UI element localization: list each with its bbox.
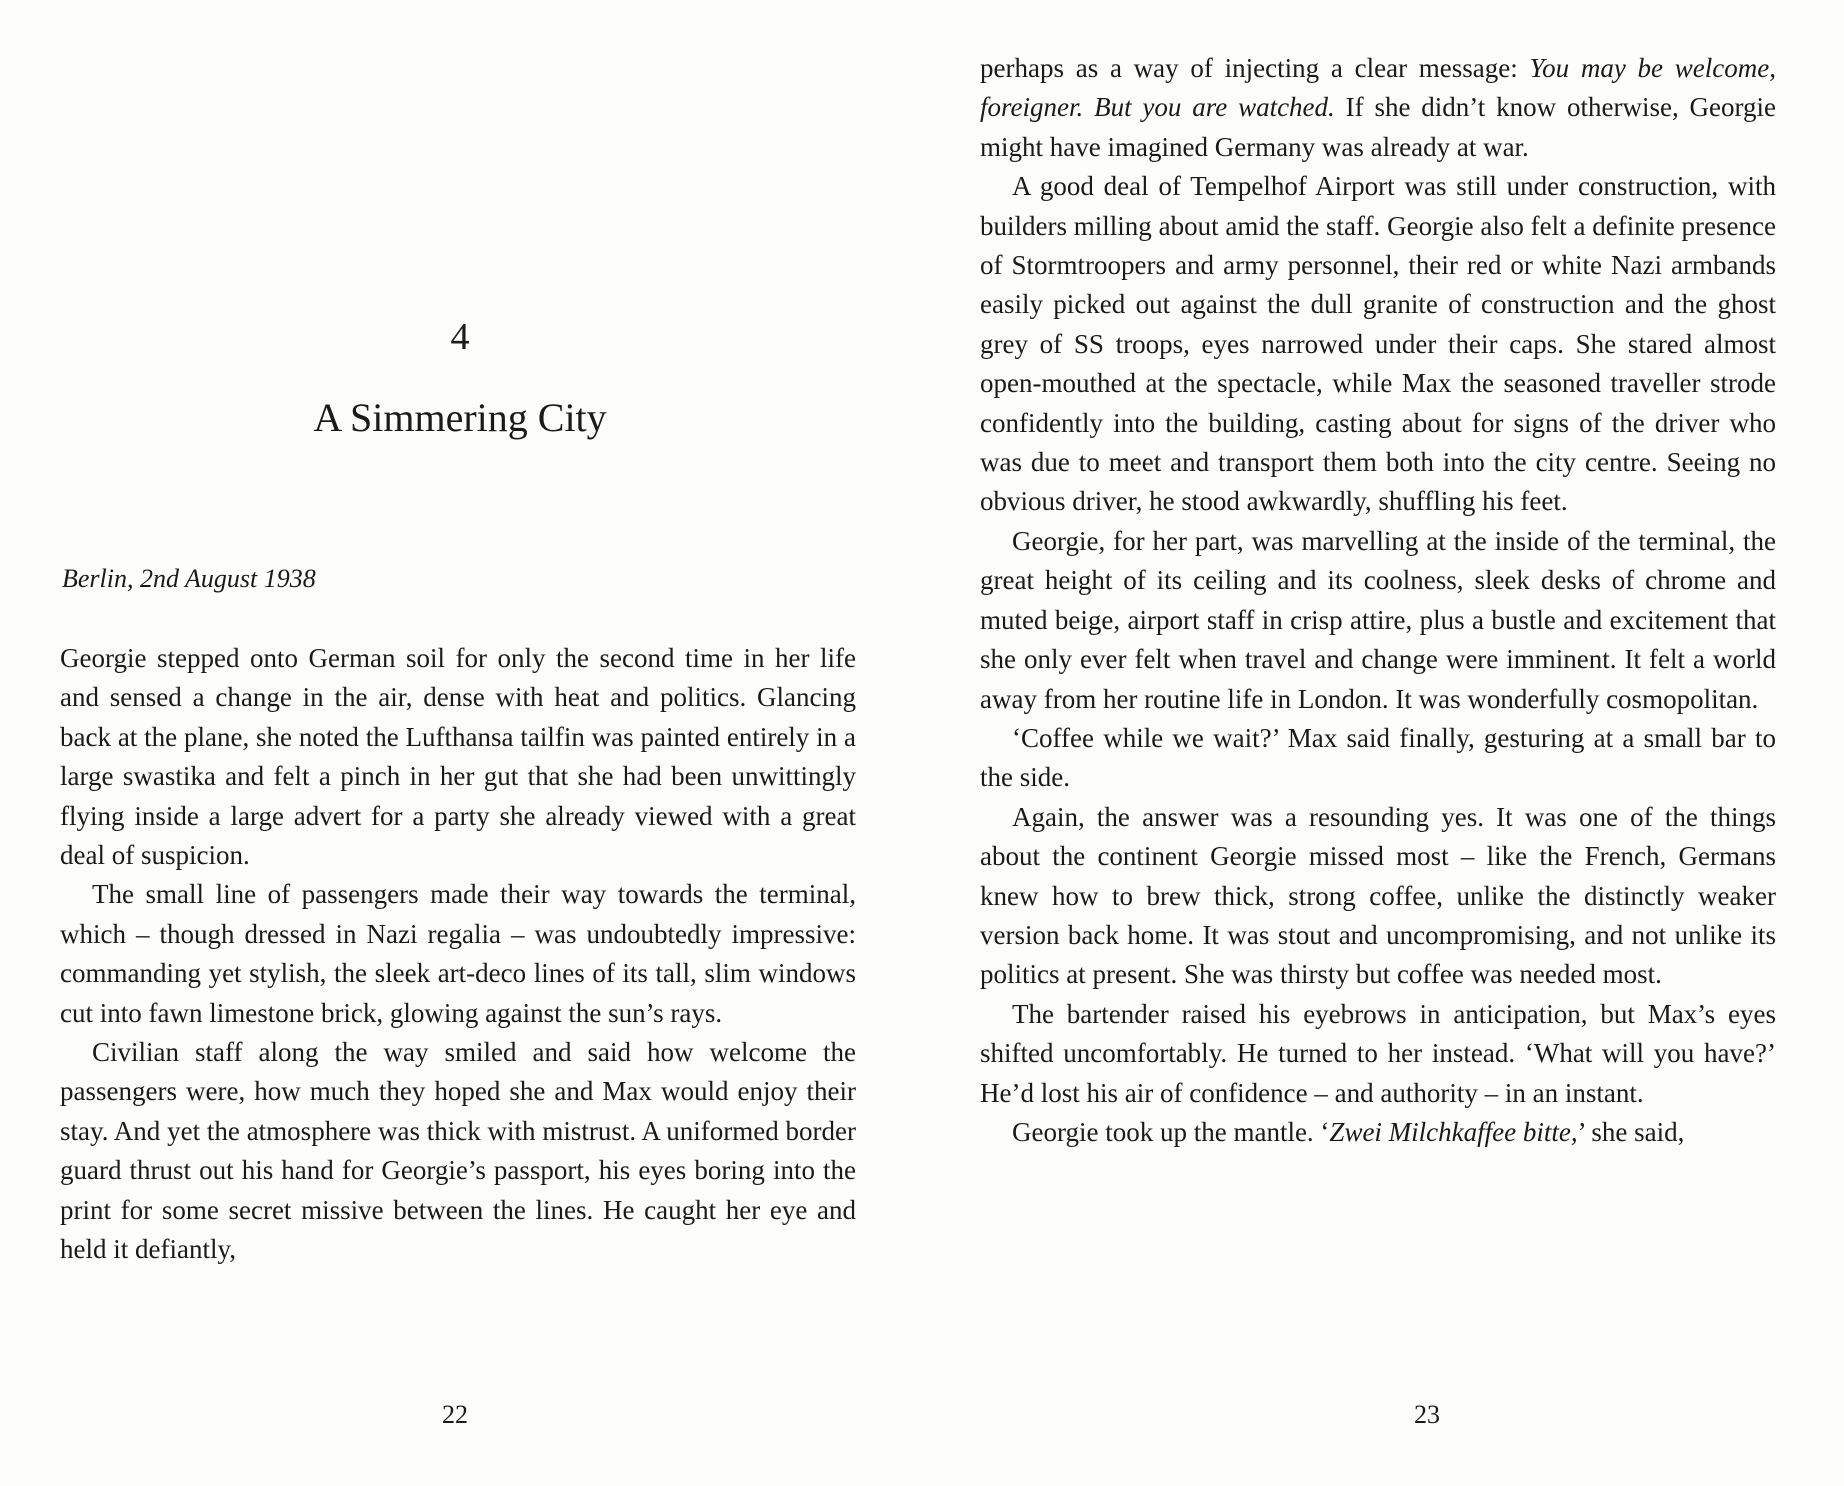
page-number: 22 (442, 1400, 468, 1429)
paragraph (980, 1113, 1776, 1152)
paragraph: Civilian staff along the way smiled and said how welcome the passengers were, how much they hoped she and Max would enjoy their stay. And yet the atmosphere was thick with mistrust. A uniformed border guard thrust out his hand for Georgie’s passport, his eyes boring into the print for some secret missive between the lines. He caught her eye and held it defiantly, (60, 1037, 856, 1265)
text-run: perhaps as a way of injecting a clear message: (980, 53, 1530, 83)
paragraph: The bartender raised his eyebrows in anticipation, but Max’s eyes shifted uncomfortably. He turned to her instead. ‘What will you have?’ He’d lost his air of confidence – and authority – in an instant. (980, 998, 1776, 1108)
chapter-title: A Simmering City (313, 395, 607, 440)
paragraph: Georgie, for her part, was marvelling at the inside of the terminal, the great height of its ceiling and its coolness, sleek desks of chrome and muted beige, airport staff in crisp attire, plus a bustle and excitement that she only ever felt when travel and change were imminent. It felt a world away from her routine life in London. It was wonderfully cosmopolitan. (980, 525, 1776, 714)
italic-text: You may be welcome, foreigner. But you are watched. (980, 53, 1776, 123)
right-page (922, 0, 1844, 1486)
text-run: ’ she said, (1577, 1116, 1685, 1147)
paragraph: Georgie stepped onto German soil for only the second time in her life and sensed a change in the air, dense with heat and politics. Glancing back at the plane, she noted the Lufthansa tailfin was painted entirely in a large swastika and felt a pinch in her gut that she had been unwittingly flying inside a large advert for a party she already viewed with a great deal of suspicion. (60, 643, 856, 871)
left-body-text (60, 639, 856, 1270)
paragraph: The small line of passengers made their way towards the terminal, which – though dressed in Nazi regalia – was undoubtedly impressive: commanding yet stylish, the sleek art-deco lines of its tall, slim windows cut into fawn limestone brick, glowing against the sun’s rays. (60, 879, 856, 1028)
page-number: 23 (1414, 1400, 1440, 1429)
paragraph: A good deal of Tempelhof Airport was still under construction, with builders milling about amid the staff. Georgie also felt a definite presence of Stormtroopers and army personnel, their red or white Nazi armbands easily picked out against the dull granite of construction and the ghost grey of SS troops, eyes narrowed under their caps. She stared almost open-mouthed at the spectacle, while Max the seasoned traveller strode confidently into the building, casting about for signs of the driver who was due to meet and transport them both into the city centre. Seeing no obvious driver, he stood awkwardly, shuffling his feet. (980, 171, 1776, 517)
chapter-number: 4 (450, 316, 470, 358)
paragraph: Again, the answer was a resounding yes. It was one of the things about the continent Georgie missed most – like the French, Germans knew how to brew thick, strong coffee, unlike the distinctly weaker version back home. It was stout and uncompromising, and not unlike its politics at present. She was thirsty but coffee was needed most. (980, 801, 1776, 990)
right-body-text (980, 49, 1776, 1152)
paragraph-continued (980, 49, 1776, 167)
italic-text: Zwei Milchkaffee bitte, (1329, 1116, 1578, 1147)
text-run: Georgie took up the mantle. ‘ (1012, 1116, 1330, 1147)
paragraph: ‘Coffee while we wait?’ Max said finally, gesturing at a small bar to the side. (980, 722, 1776, 793)
text-run: If she didn’t know otherwise, Georgie might have imagined Germany was already at war. (980, 92, 1776, 162)
dateline: Berlin, 2nd August 1938 (62, 564, 316, 593)
